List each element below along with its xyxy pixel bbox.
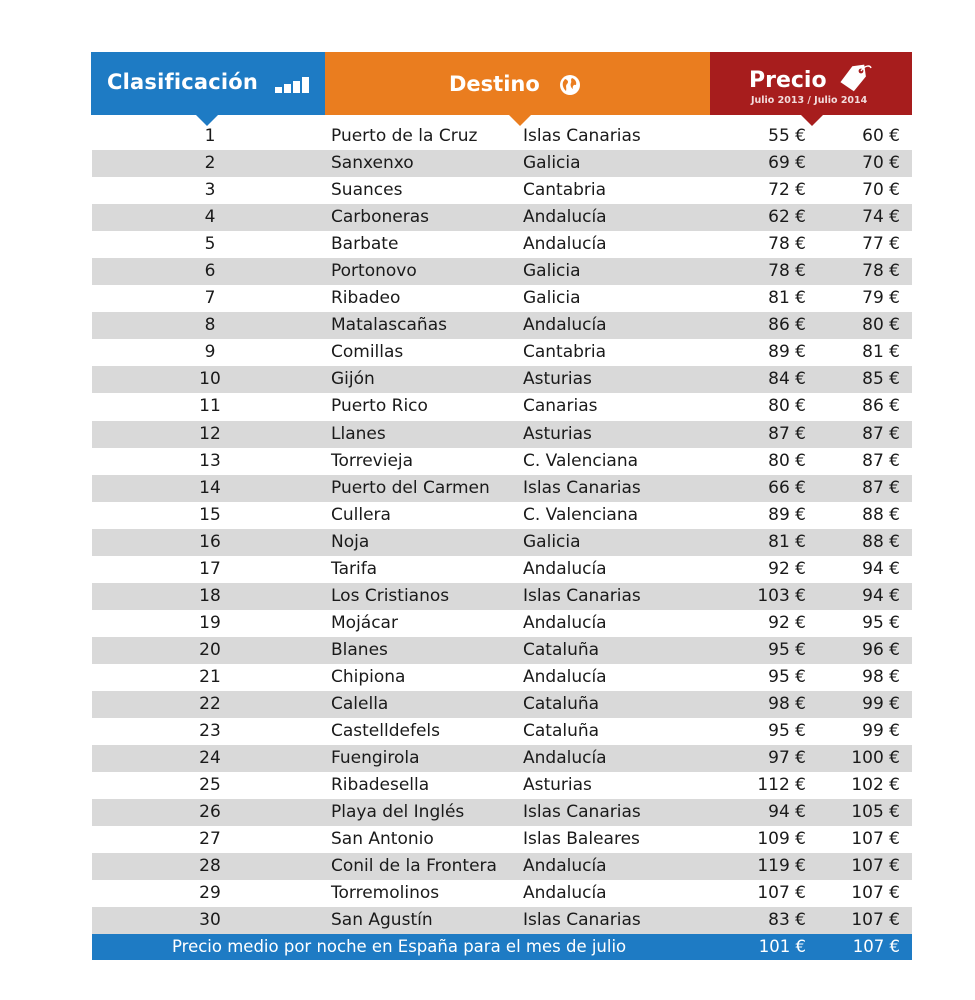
region-cell: Andalucía bbox=[523, 612, 607, 633]
price-2014-cell: 86 € bbox=[862, 396, 900, 417]
rank-cell: 20 bbox=[199, 639, 221, 660]
city-cell: Castelldefels bbox=[331, 721, 440, 742]
city-cell: Ribadeo bbox=[331, 288, 401, 309]
average-price-2013: 101 € bbox=[758, 937, 806, 956]
region-cell: Cataluña bbox=[523, 693, 600, 714]
region-cell: Asturias bbox=[523, 423, 592, 444]
price-2013-cell: 80 € bbox=[768, 450, 806, 471]
rank-cell: 30 bbox=[199, 910, 221, 931]
rank-cell: 8 bbox=[204, 315, 216, 336]
price-2013-cell: 92 € bbox=[768, 558, 806, 579]
region-cell: Andalucía bbox=[523, 558, 607, 579]
price-2013-cell: 95 € bbox=[768, 721, 806, 742]
region-cell: Galicia bbox=[523, 531, 581, 552]
header-destination-label: Destino bbox=[449, 72, 540, 96]
price-2013-cell: 78 € bbox=[768, 261, 806, 282]
city-cell: Conil de la Frontera bbox=[331, 856, 497, 877]
rank-cell: 11 bbox=[199, 396, 221, 417]
city-cell: San Antonio bbox=[331, 829, 434, 850]
city-cell: Gijón bbox=[331, 369, 375, 390]
rank-cell: 15 bbox=[199, 504, 221, 525]
table-row bbox=[92, 556, 912, 583]
rank-cell: 23 bbox=[199, 721, 221, 742]
rank-cell: 2 bbox=[204, 153, 216, 174]
price-2014-cell: 80 € bbox=[862, 315, 900, 336]
city-cell: Tarifa bbox=[331, 558, 378, 579]
average-price-2014: 107 € bbox=[852, 937, 900, 956]
price-2014-cell: 107 € bbox=[851, 910, 900, 931]
rank-cell: 6 bbox=[204, 261, 216, 282]
city-cell: Ribadesella bbox=[331, 775, 430, 796]
rank-cell: 28 bbox=[199, 856, 221, 877]
price-2014-cell: 99 € bbox=[862, 693, 900, 714]
price-2013-cell: 119 € bbox=[757, 856, 806, 877]
region-cell: Galicia bbox=[523, 261, 581, 282]
price-2013-cell: 92 € bbox=[768, 612, 806, 633]
table-row bbox=[92, 826, 912, 853]
city-cell: Mojácar bbox=[331, 612, 398, 633]
city-cell: Puerto de la Cruz bbox=[331, 126, 478, 146]
rank-cell: 25 bbox=[199, 775, 221, 796]
rank-cell: 10 bbox=[199, 369, 221, 390]
city-cell: Playa del Inglés bbox=[331, 802, 465, 823]
header-price-subtitle: Julio 2013 / Julio 2014 bbox=[751, 95, 868, 106]
region-cell: Asturias bbox=[523, 369, 592, 390]
price-2013-cell: 83 € bbox=[768, 910, 806, 931]
bar-chart-icon bbox=[275, 77, 309, 93]
table-row bbox=[92, 312, 912, 339]
table-row bbox=[92, 880, 912, 907]
price-2013-cell: 81 € bbox=[768, 531, 806, 552]
table-row bbox=[92, 853, 912, 880]
table-row bbox=[92, 583, 912, 610]
average-price-row bbox=[92, 934, 912, 960]
table-row bbox=[92, 502, 912, 529]
table-row bbox=[92, 421, 912, 448]
price-2014-cell: 105 € bbox=[851, 802, 900, 823]
table-row bbox=[92, 150, 912, 177]
city-cell: Puerto Rico bbox=[331, 396, 428, 417]
table-row bbox=[92, 799, 912, 826]
price-2013-cell: 78 € bbox=[768, 234, 806, 255]
city-cell: Sanxenxo bbox=[331, 153, 414, 174]
city-cell: Cullera bbox=[331, 504, 391, 525]
price-2014-cell: 87 € bbox=[862, 477, 900, 498]
price-2013-cell: 55 € bbox=[768, 126, 806, 146]
price-2014-cell: 98 € bbox=[862, 666, 900, 687]
table-row bbox=[92, 258, 912, 285]
city-cell: Torrevieja bbox=[331, 450, 414, 471]
region-cell: Cataluña bbox=[523, 721, 600, 742]
city-cell: Matalascañas bbox=[331, 315, 447, 336]
rank-cell: 16 bbox=[199, 531, 221, 552]
table-row bbox=[92, 637, 912, 664]
price-2013-cell: 69 € bbox=[768, 153, 806, 174]
region-cell: Andalucía bbox=[523, 207, 607, 228]
rank-cell: 3 bbox=[204, 180, 216, 201]
table-row bbox=[92, 204, 912, 231]
region-cell: Islas Canarias bbox=[523, 585, 641, 606]
table-row bbox=[92, 529, 912, 556]
city-cell: Los Cristianos bbox=[331, 585, 450, 606]
table-row bbox=[92, 907, 912, 934]
table-row bbox=[92, 123, 912, 150]
table-row bbox=[92, 745, 912, 772]
city-cell: Chipiona bbox=[331, 666, 406, 687]
rank-cell: 19 bbox=[199, 612, 221, 633]
table-row bbox=[92, 231, 912, 258]
region-cell: Andalucía bbox=[523, 856, 607, 877]
price-2013-cell: 95 € bbox=[768, 639, 806, 660]
region-cell: Islas Baleares bbox=[523, 829, 640, 850]
region-cell: Galicia bbox=[523, 153, 581, 174]
table-row bbox=[92, 177, 912, 204]
rank-cell: 24 bbox=[199, 748, 221, 769]
price-2013-cell: 103 € bbox=[757, 585, 806, 606]
price-2013-cell: 72 € bbox=[768, 180, 806, 201]
city-cell: Fuengirola bbox=[331, 748, 420, 769]
city-cell: Barbate bbox=[331, 234, 399, 255]
region-cell: Andalucía bbox=[523, 748, 607, 769]
region-cell: C. Valenciana bbox=[523, 504, 639, 525]
rank-cell: 12 bbox=[199, 423, 221, 444]
price-2014-cell: 78 € bbox=[862, 261, 900, 282]
rank-cell: 1 bbox=[204, 126, 216, 146]
price-2014-cell: 85 € bbox=[862, 369, 900, 390]
price-2014-cell: 88 € bbox=[862, 531, 900, 552]
price-2014-cell: 87 € bbox=[862, 450, 900, 471]
price-2014-cell: 107 € bbox=[851, 829, 900, 850]
price-2014-cell: 96 € bbox=[862, 639, 900, 660]
globe-icon bbox=[559, 74, 581, 96]
city-cell: Noja bbox=[331, 531, 370, 552]
price-2013-cell: 89 € bbox=[768, 504, 806, 525]
header-rank bbox=[91, 52, 325, 115]
price-2014-cell: 87 € bbox=[862, 423, 900, 444]
rank-cell: 27 bbox=[199, 829, 221, 850]
city-cell: Comillas bbox=[331, 342, 404, 363]
ranking-table-body bbox=[92, 123, 912, 934]
price-2014-cell: 74 € bbox=[862, 207, 900, 228]
region-cell: Cataluña bbox=[523, 639, 600, 660]
header-rank-label: Clasificación bbox=[107, 70, 259, 94]
table-row bbox=[92, 339, 912, 366]
price-2013-cell: 107 € bbox=[757, 883, 806, 904]
table-row bbox=[92, 610, 912, 637]
price-2013-cell: 112 € bbox=[757, 775, 806, 796]
region-cell: Islas Canarias bbox=[523, 802, 641, 823]
region-cell: Islas Canarias bbox=[523, 126, 641, 146]
rank-cell: 29 bbox=[199, 883, 221, 904]
rank-cell: 18 bbox=[199, 585, 221, 606]
city-cell: Llanes bbox=[331, 423, 386, 444]
region-cell: Cantabria bbox=[523, 342, 607, 363]
price-2014-cell: 70 € bbox=[862, 180, 900, 201]
price-2014-cell: 60 € bbox=[862, 126, 900, 146]
rank-cell: 17 bbox=[199, 558, 221, 579]
region-cell: Andalucía bbox=[523, 666, 607, 687]
table-row bbox=[92, 285, 912, 312]
city-cell: Portonovo bbox=[331, 261, 417, 282]
price-2013-cell: 80 € bbox=[768, 396, 806, 417]
city-cell: Carboneras bbox=[331, 207, 429, 228]
region-cell: Cantabria bbox=[523, 180, 607, 201]
price-2014-cell: 77 € bbox=[862, 234, 900, 255]
price-2014-cell: 88 € bbox=[862, 504, 900, 525]
price-2013-cell: 109 € bbox=[757, 829, 806, 850]
price-2014-cell: 107 € bbox=[851, 856, 900, 877]
price-2014-cell: 94 € bbox=[862, 585, 900, 606]
price-2013-cell: 95 € bbox=[768, 666, 806, 687]
header-destination bbox=[325, 52, 710, 115]
price-2013-cell: 62 € bbox=[768, 207, 806, 228]
price-2013-cell: 84 € bbox=[768, 369, 806, 390]
table-row bbox=[92, 691, 912, 718]
table-row bbox=[92, 718, 912, 745]
price-2014-cell: 107 € bbox=[851, 883, 900, 904]
average-price-label: Precio medio por noche en España para el mes de julio bbox=[172, 937, 627, 956]
region-cell: Canarias bbox=[523, 396, 598, 417]
rank-cell: 4 bbox=[204, 207, 216, 228]
rank-cell: 14 bbox=[199, 477, 221, 498]
rank-cell: 7 bbox=[204, 288, 216, 309]
region-cell: Islas Canarias bbox=[523, 477, 641, 498]
price-2013-cell: 66 € bbox=[768, 477, 806, 498]
price-2014-cell: 70 € bbox=[862, 153, 900, 174]
region-cell: Andalucía bbox=[523, 315, 607, 336]
price-2013-cell: 89 € bbox=[768, 342, 806, 363]
region-cell: Andalucía bbox=[523, 234, 607, 255]
city-cell: Calella bbox=[331, 693, 389, 714]
price-tag-icon bbox=[837, 62, 873, 92]
rank-cell: 22 bbox=[199, 693, 221, 714]
price-2013-cell: 98 € bbox=[768, 693, 806, 714]
rank-cell: 5 bbox=[204, 234, 216, 255]
rank-cell: 9 bbox=[204, 342, 216, 363]
region-cell: Asturias bbox=[523, 775, 592, 796]
price-2013-cell: 94 € bbox=[768, 802, 806, 823]
city-cell: Blanes bbox=[331, 639, 388, 660]
table-row bbox=[92, 366, 912, 393]
rank-cell: 21 bbox=[199, 666, 221, 687]
table-row bbox=[92, 448, 912, 475]
price-2013-cell: 97 € bbox=[768, 748, 806, 769]
city-cell: San Agustín bbox=[331, 910, 433, 931]
region-cell: Galicia bbox=[523, 288, 581, 309]
table-row bbox=[92, 664, 912, 691]
price-2014-cell: 100 € bbox=[851, 748, 900, 769]
city-cell: Torremolinos bbox=[331, 883, 440, 904]
region-cell: C. Valenciana bbox=[523, 450, 639, 471]
price-2014-cell: 94 € bbox=[862, 558, 900, 579]
table-row bbox=[92, 475, 912, 502]
price-2014-cell: 99 € bbox=[862, 721, 900, 742]
price-2013-cell: 81 € bbox=[768, 288, 806, 309]
price-2013-cell: 86 € bbox=[768, 315, 806, 336]
city-cell: Suances bbox=[331, 180, 403, 201]
table-row bbox=[92, 393, 912, 420]
header-price-label: Precio bbox=[749, 68, 827, 93]
price-2014-cell: 102 € bbox=[851, 775, 900, 796]
region-cell: Islas Canarias bbox=[523, 910, 641, 931]
header-price bbox=[710, 52, 912, 115]
city-cell: Puerto del Carmen bbox=[331, 477, 490, 498]
rank-cell: 13 bbox=[199, 450, 221, 471]
price-2014-cell: 79 € bbox=[862, 288, 900, 309]
price-2014-cell: 81 € bbox=[862, 342, 900, 363]
table-row bbox=[92, 772, 912, 799]
table-header bbox=[91, 52, 912, 115]
rank-cell: 26 bbox=[199, 802, 221, 823]
price-2013-cell: 87 € bbox=[768, 423, 806, 444]
price-2014-cell: 95 € bbox=[862, 612, 900, 633]
region-cell: Andalucía bbox=[523, 883, 607, 904]
